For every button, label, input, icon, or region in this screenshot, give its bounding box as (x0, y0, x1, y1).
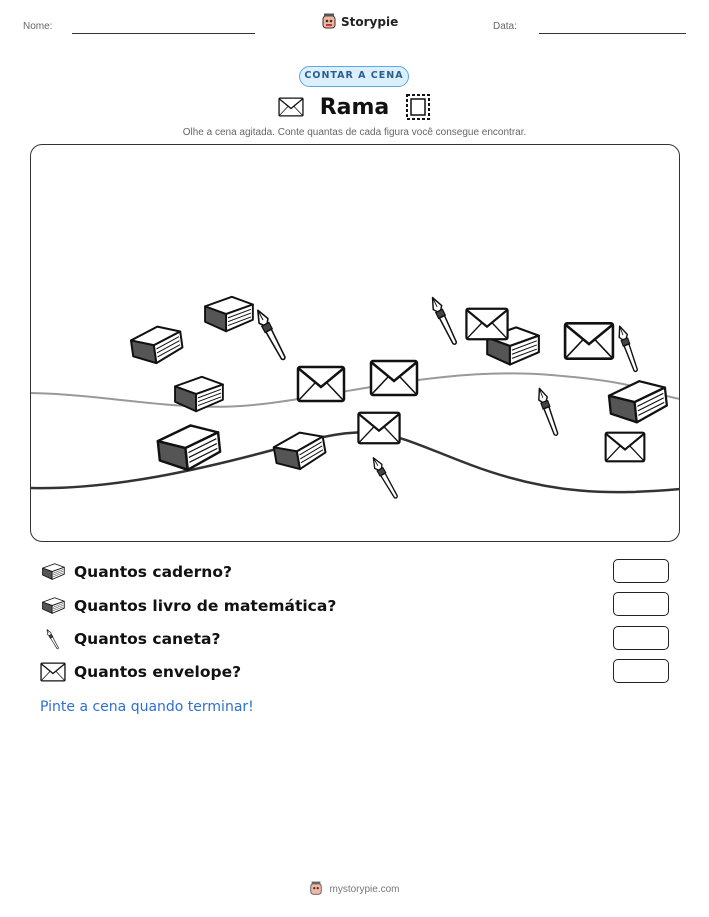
notebook-icon (40, 561, 66, 583)
back-hill-line (31, 373, 680, 406)
scene-envelope-3 (358, 413, 399, 443)
name-label: Nome: (23, 21, 53, 32)
title-text: Rama (319, 94, 390, 120)
question-text: Quantos envelope? (74, 663, 242, 681)
scene-pen-3 (616, 325, 641, 373)
question-row-envelope (40, 659, 241, 685)
scene-envelope-4 (466, 309, 507, 339)
scene-pen-4 (535, 387, 561, 437)
pen-icon (40, 627, 66, 651)
site-url[interactable]: mystorypie.com (329, 883, 400, 895)
scene-envelope-5 (565, 323, 613, 358)
counting-scene[interactable] (30, 144, 680, 542)
instructions: Olhe a cena agitada. Conte quantas de cada figura você consegue encontrar. (182, 127, 527, 138)
envelope-icon (40, 662, 66, 682)
scene-envelope-2 (371, 361, 417, 395)
footer (0, 881, 709, 897)
scene-book-1 (130, 324, 185, 367)
brand-name: Storypie (341, 15, 399, 29)
scene-book-2 (205, 297, 253, 331)
question-row-pen (40, 626, 220, 652)
answer-box-envelope[interactable] (613, 659, 669, 683)
stamp-icon (405, 93, 431, 121)
answer-box-pen[interactable] (613, 626, 669, 650)
answer-box-notebook[interactable] (613, 559, 669, 583)
scene-book-5 (272, 429, 327, 473)
date-field-line[interactable] (539, 33, 686, 34)
date-label: Data: (493, 21, 517, 32)
envelope-icon (278, 97, 304, 117)
question-text: Quantos caderno? (74, 563, 232, 581)
question-row-math-book (40, 593, 336, 619)
scene-pen-2 (428, 295, 459, 346)
scene-book-7 (608, 379, 668, 425)
scene-pen-1 (253, 308, 288, 362)
scene-envelope-6 (606, 433, 645, 462)
name-field-line[interactable] (72, 33, 255, 34)
scene-envelope-1 (298, 367, 344, 401)
mascot-icon (321, 13, 337, 31)
brand-logo (321, 13, 398, 31)
page-title (0, 93, 709, 123)
question-text: Quantos livro de matemática? (74, 597, 337, 615)
activity-badge: CONTAR A CENA (299, 66, 409, 87)
math-book-icon (40, 595, 66, 617)
answer-box-math-book[interactable] (613, 592, 669, 616)
mascot-icon (309, 881, 323, 897)
closing-instruction: Pinte a cena quando terminar! (40, 699, 254, 715)
front-hill-line (31, 432, 680, 492)
question-text: Quantos caneta? (74, 630, 221, 648)
question-row-notebook (40, 559, 232, 585)
scene-pen-5 (370, 456, 400, 500)
